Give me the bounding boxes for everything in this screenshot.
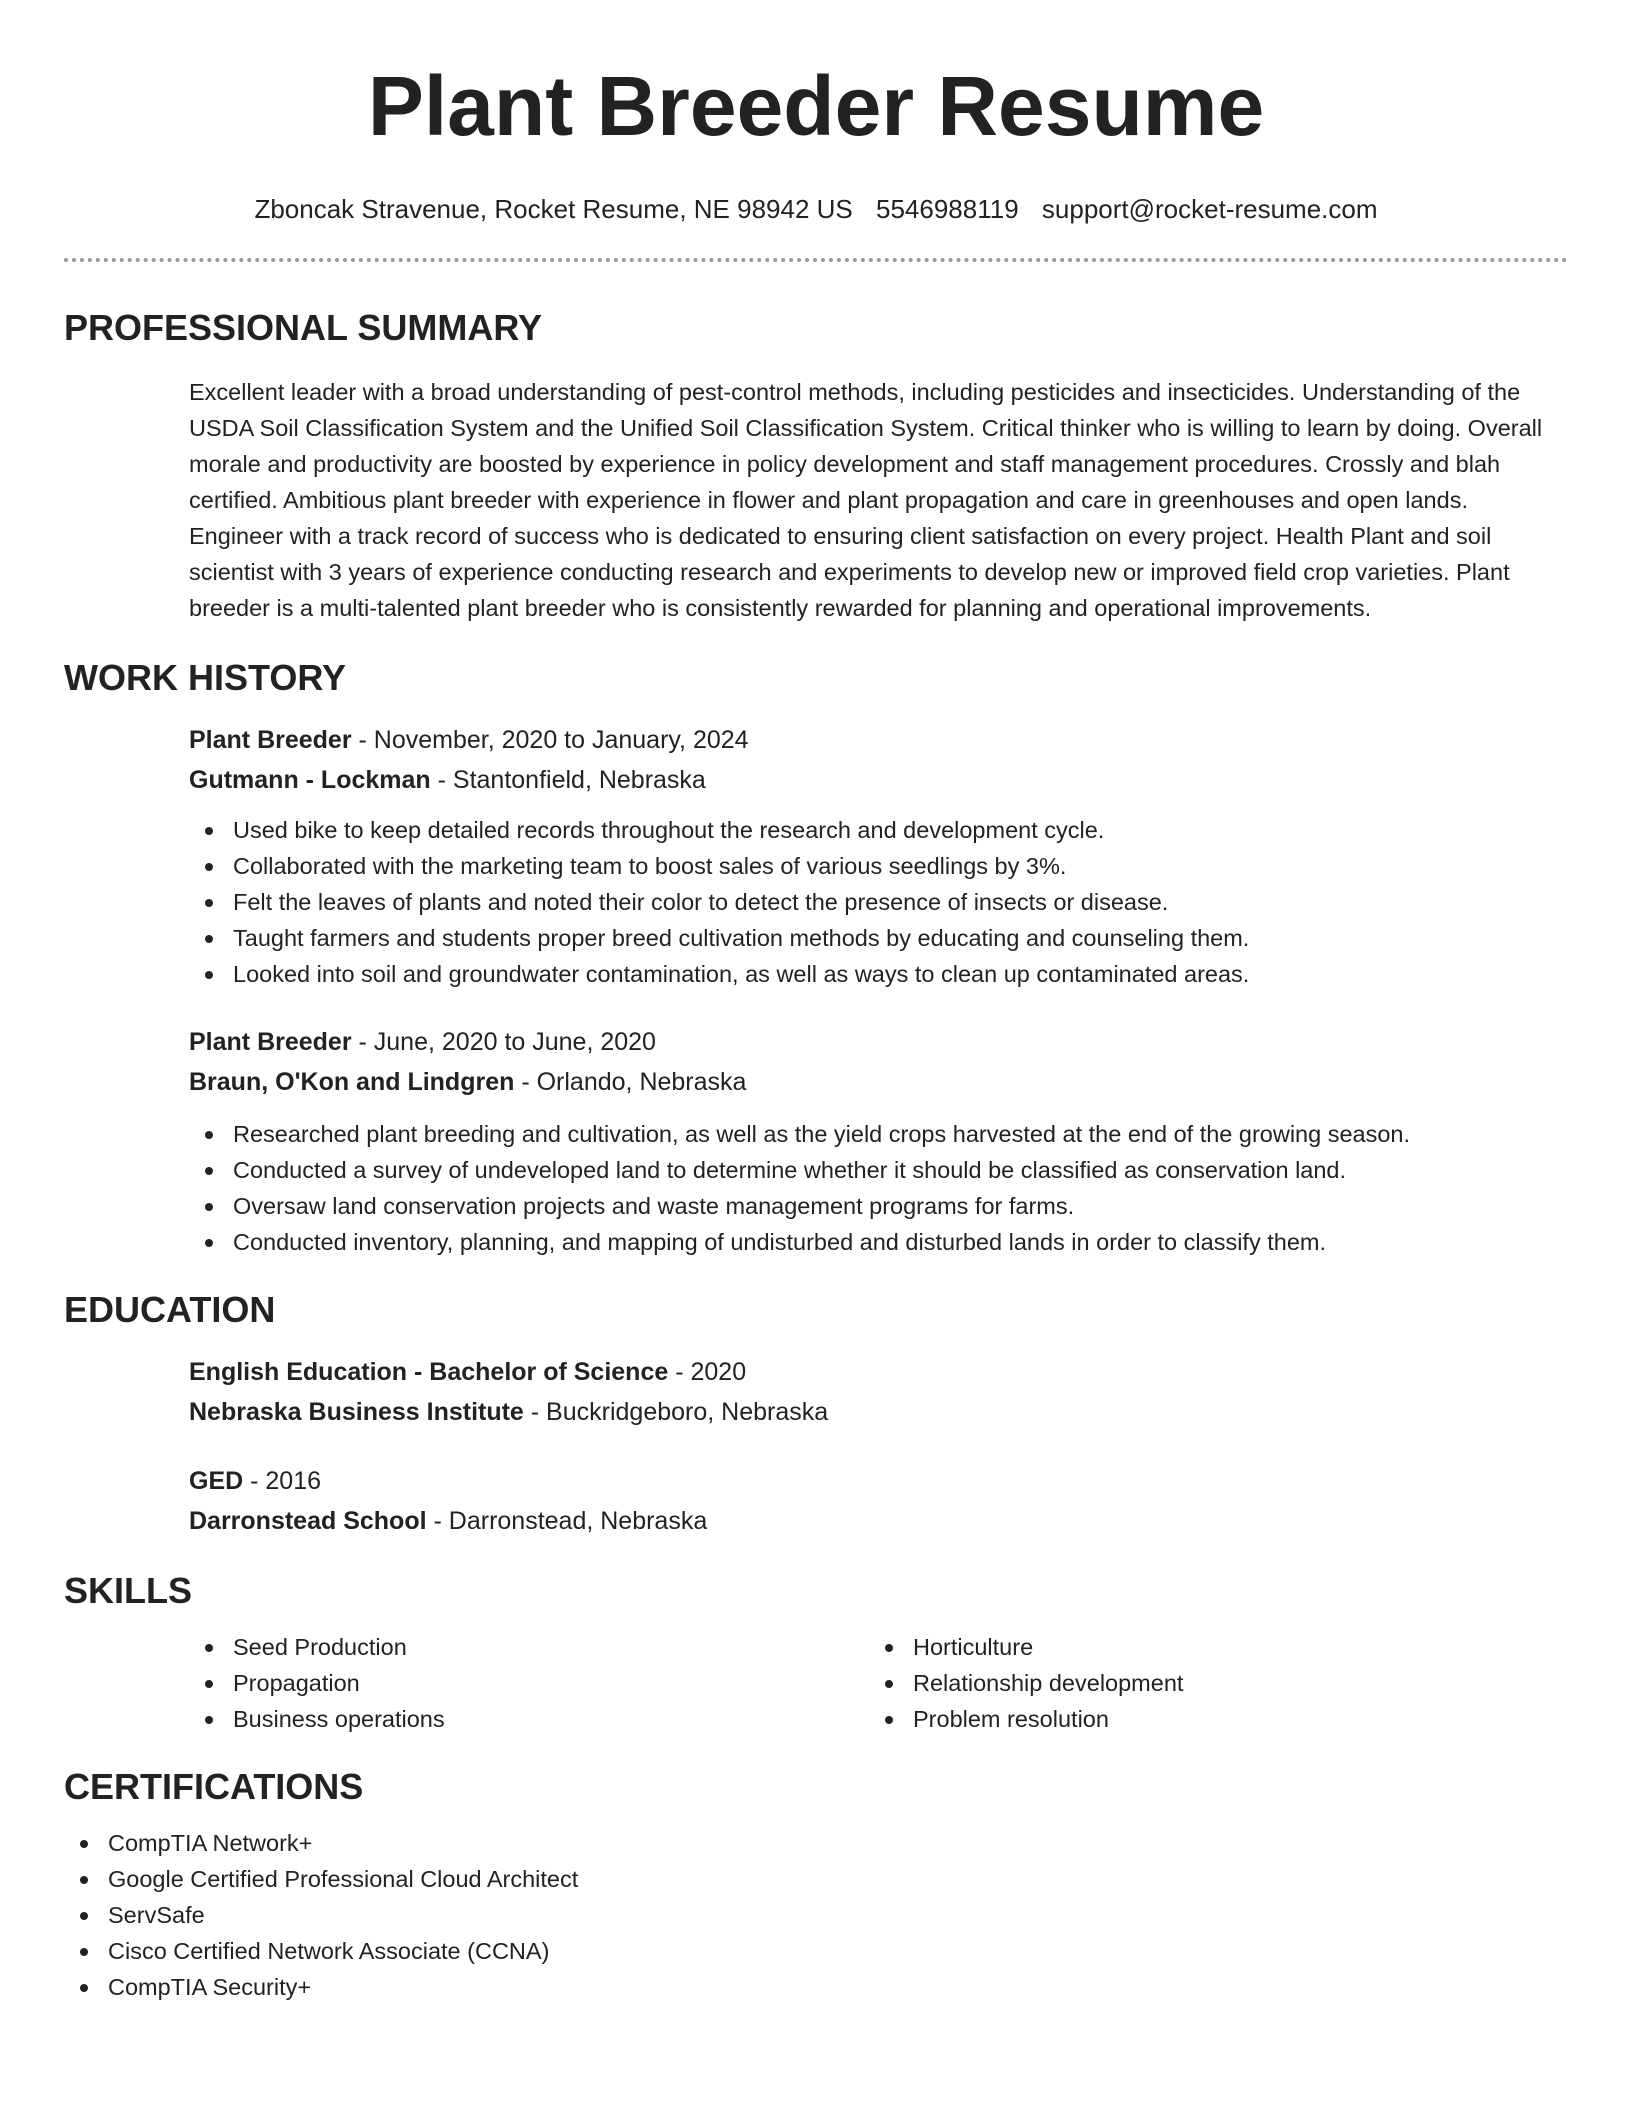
job-location: - Stantonfield, Nebraska [430, 766, 706, 794]
job-bullet: Taught farmers and students proper breed cultivation methods by educating and counseling them. [189, 920, 1568, 956]
certification-item: CompTIA Security+ [64, 1969, 1568, 2005]
skills-column-left [189, 1629, 869, 1737]
resume-title: Plant Breeder Resume [367, 59, 1265, 153]
certification-item: Google Certified Professional Cloud Architect [64, 1861, 1568, 1897]
education-school-line [189, 1392, 1568, 1432]
job-company: Gutmann - Lockman [189, 766, 431, 794]
skills-column-right [869, 1629, 1549, 1737]
contact-line [64, 194, 1568, 224]
skill-item: Horticulture [869, 1629, 1549, 1665]
job-dates: - November, 2020 to January, 2024 [351, 726, 749, 754]
education-entry [189, 1352, 1568, 1432]
education-degree-line [189, 1352, 1568, 1392]
skill-item: Business operations [189, 1701, 869, 1737]
education-degree: GED [189, 1467, 244, 1495]
contact-address: Zboncak Stravenue, Rocket Resume, NE 98942 US [254, 194, 853, 224]
section-title-education: EDUCATION [64, 1289, 276, 1330]
education-location: - Darronstead, Nebraska [426, 1507, 708, 1535]
education-section [64, 1288, 1568, 1541]
skills-section [64, 1569, 1568, 1737]
skill-item: Relationship development [869, 1665, 1549, 1701]
job-company: Braun, O'Kon and Lindgren [189, 1068, 515, 1096]
education-year: - 2016 [243, 1467, 322, 1495]
job-bullet: Oversaw land conservation projects and waste management programs for farms. [189, 1188, 1568, 1224]
job-bullet: Used bike to keep detailed records throughout the research and development cycle. [189, 812, 1568, 848]
job-bullet: Conducted a survey of undeveloped land to determine whether it should be classified as conservation land. [189, 1152, 1568, 1188]
education-degree-line [189, 1461, 1568, 1501]
skill-item: Problem resolution [869, 1701, 1549, 1737]
job-title: Plant Breeder [189, 1028, 352, 1056]
skill-item: Propagation [189, 1665, 869, 1701]
section-title-summary: PROFESSIONAL SUMMARY [64, 307, 543, 348]
job-dates: - June, 2020 to June, 2020 [351, 1028, 656, 1056]
work-section [64, 656, 1568, 1260]
education-year: - 2020 [668, 1358, 747, 1386]
job-bullet: Looked into soil and groundwater contamination, as well as ways to clean up contaminated areas. [189, 956, 1568, 992]
header-divider [64, 258, 1568, 262]
skill-item: Seed Production [189, 1629, 869, 1665]
job-bullets [189, 812, 1568, 992]
certification-item: ServSafe [64, 1897, 1568, 1933]
certifications-section [64, 1765, 1568, 2005]
certification-item: Cisco Certified Network Associate (CCNA) [64, 1933, 1568, 1969]
job-title-line [189, 1022, 1568, 1062]
job-location: - Orlando, Nebraska [514, 1068, 747, 1096]
section-title-certifications: CERTIFICATIONS [64, 1766, 364, 1807]
job-bullets [189, 1116, 1568, 1260]
job-bullet: Felt the leaves of plants and noted their color to detect the presence of insects or disease. [189, 884, 1568, 920]
certifications-list [64, 1825, 1568, 2005]
education-school: Nebraska Business Institute [189, 1398, 524, 1426]
job-bullet: Researched plant breeding and cultivation, as well as the yield crops harvested at the end of the growing season. [189, 1116, 1568, 1152]
job-title: Plant Breeder [189, 726, 352, 754]
job-bullet: Conducted inventory, planning, and mapping of undisturbed and disturbed lands in order to classify them. [189, 1224, 1568, 1260]
section-title-work: WORK HISTORY [64, 657, 347, 698]
job-entry [189, 720, 1568, 992]
contact-phone: 5546988119 [876, 194, 1019, 224]
contact-email: support@rocket-resume.com [1041, 194, 1378, 224]
job-company-line [189, 1062, 1568, 1102]
certification-item: CompTIA Network+ [64, 1825, 1568, 1861]
education-location: - Buckridgeboro, Nebraska [523, 1398, 829, 1426]
job-company-line [189, 760, 1568, 800]
section-title-skills: SKILLS [64, 1570, 193, 1611]
job-title-line [189, 720, 1568, 760]
summary-section [64, 306, 1568, 626]
education-school: Darronstead School [189, 1507, 427, 1535]
education-school-line [189, 1501, 1568, 1541]
summary-text: Excellent leader with a broad understanding of pest-control methods, including pesticides and insecticides. Understanding of the USDA Soil Classification System and the Unified Soil Classification System. Critical thinker who is willing to learn by doing. Overall morale and productivity are boosted by experience in policy development and staff management procedures. Crossly and blah certified. Ambitious plant breeder with experience in flower and plant propagation and care in greenhouses and open lands. Engineer with a track record of success who is dedicated to ensuring client satisfaction on every project. Health Plant and soil scientist with 3 years of experience conducting research and experiments to develop new or improved field crop varieties. Plant breeder is a multi-talented plant breeder who is consistently rewarded for planning and operational improvements. [189, 379, 1543, 621]
resume-page [64, 0, 1568, 2005]
skills-grid [189, 1629, 1568, 1737]
job-entry [189, 1022, 1568, 1260]
job-bullet: Collaborated with the marketing team to boost sales of various seedlings by 3%. [189, 848, 1568, 884]
education-entry [189, 1461, 1568, 1541]
education-degree: English Education - Bachelor of Science [189, 1358, 669, 1386]
